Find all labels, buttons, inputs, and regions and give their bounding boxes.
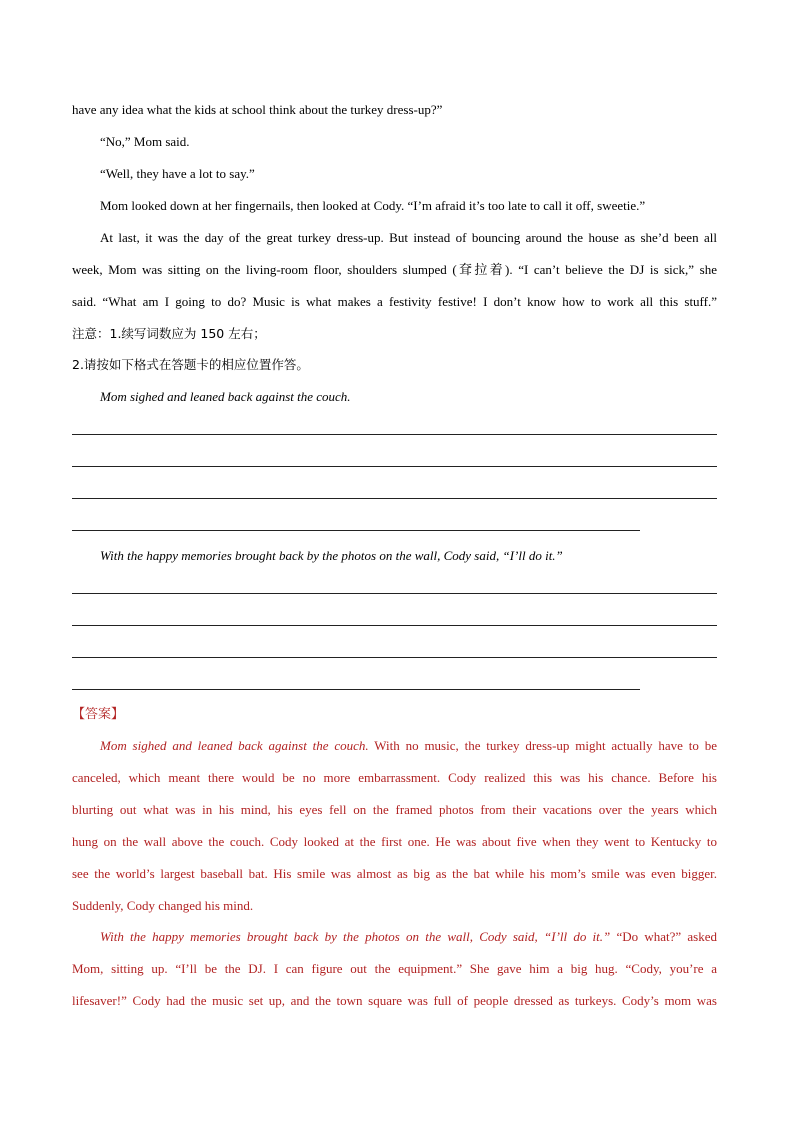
answer-label: 【答案】 xyxy=(72,707,125,722)
answer-prompt-second: With the happy memories brought back by the photos on the wall, Cody said, “I’ll do it.” xyxy=(100,929,611,944)
answer-blank-line xyxy=(72,625,717,626)
answer-line: canceled, which meant there would be no more embarrassment. Cody realized this was his chance. Before his xyxy=(72,770,717,785)
note-word-count: 注意：1.续写词数应为 150 左右； xyxy=(72,326,266,341)
answer-blank-line xyxy=(72,498,717,499)
answer-line: see the world’s largest baseball bat. His smile was almost as big as the bat while his mom’s smile was even bigger. xyxy=(72,866,717,881)
answer-blank-line xyxy=(72,466,717,467)
answer-blank-line xyxy=(72,689,640,690)
prompt-second-paragraph: With the happy memories brought back by the photos on the wall, Cody said, “I’ll do it.” xyxy=(100,548,563,563)
story-line: At last, it was the day of the great turkey dress-up. But instead of bouncing around the house as she’d been all xyxy=(100,230,717,245)
prompt-first-paragraph: Mom sighed and leaned back against the couch. xyxy=(100,389,351,404)
story-line: said. “What am I going to do? Music is what makes a festivity festive! I don’t know how to work all this stuff.” xyxy=(72,294,717,309)
answer-line: Mom, sitting up. “I’ll be the DJ. I can figure out the equipment.” She gave him a big hug. “Cody, you’re a xyxy=(72,961,717,976)
story-line: “No,” Mom said. xyxy=(100,134,190,149)
story-line: have any idea what the kids at school think about the turkey dress-up?” xyxy=(72,102,443,117)
note-format: 2.请按如下格式在答题卡的相应位置作答。 xyxy=(72,357,309,372)
answer-line: Suddenly, Cody changed his mind. xyxy=(72,898,254,913)
answer-blank-line xyxy=(72,593,717,594)
story-line: week, Mom was sitting on the living-room floor, shoulders slumped (耷拉着). “I can’t believe the DJ is sick,” she xyxy=(72,262,717,277)
answer-prompt-first: Mom sighed and leaned back against the couch. xyxy=(100,738,369,753)
answer-blank-line xyxy=(72,530,640,531)
answer-blank-line xyxy=(72,434,717,435)
answer-blank-line xyxy=(72,657,717,658)
story-line: Mom looked down at her fingernails, then looked at Cody. “I’m afraid it’s too late to call it off, sweetie.” xyxy=(100,198,646,213)
answer-text: “Do what?” asked xyxy=(610,929,717,944)
answer-line: hung on the wall above the couch. Cody looked at the first one. He was about five when they went to Kentucky to xyxy=(72,834,717,849)
answer-line xyxy=(100,737,717,755)
story-line: “Well, they have a lot to say.” xyxy=(100,166,255,181)
answer-line xyxy=(100,928,717,946)
answer-line: lifesaver!” Cody had the music set up, and the town square was full of people dressed as turkeys. Cody’s mom was xyxy=(72,993,717,1008)
answer-line: blurting out what was in his mind, his eyes fell on the framed photos from their vacations over the years which xyxy=(72,802,717,817)
answer-text: With no music, the turkey dress-up might actually have to be xyxy=(368,738,717,753)
